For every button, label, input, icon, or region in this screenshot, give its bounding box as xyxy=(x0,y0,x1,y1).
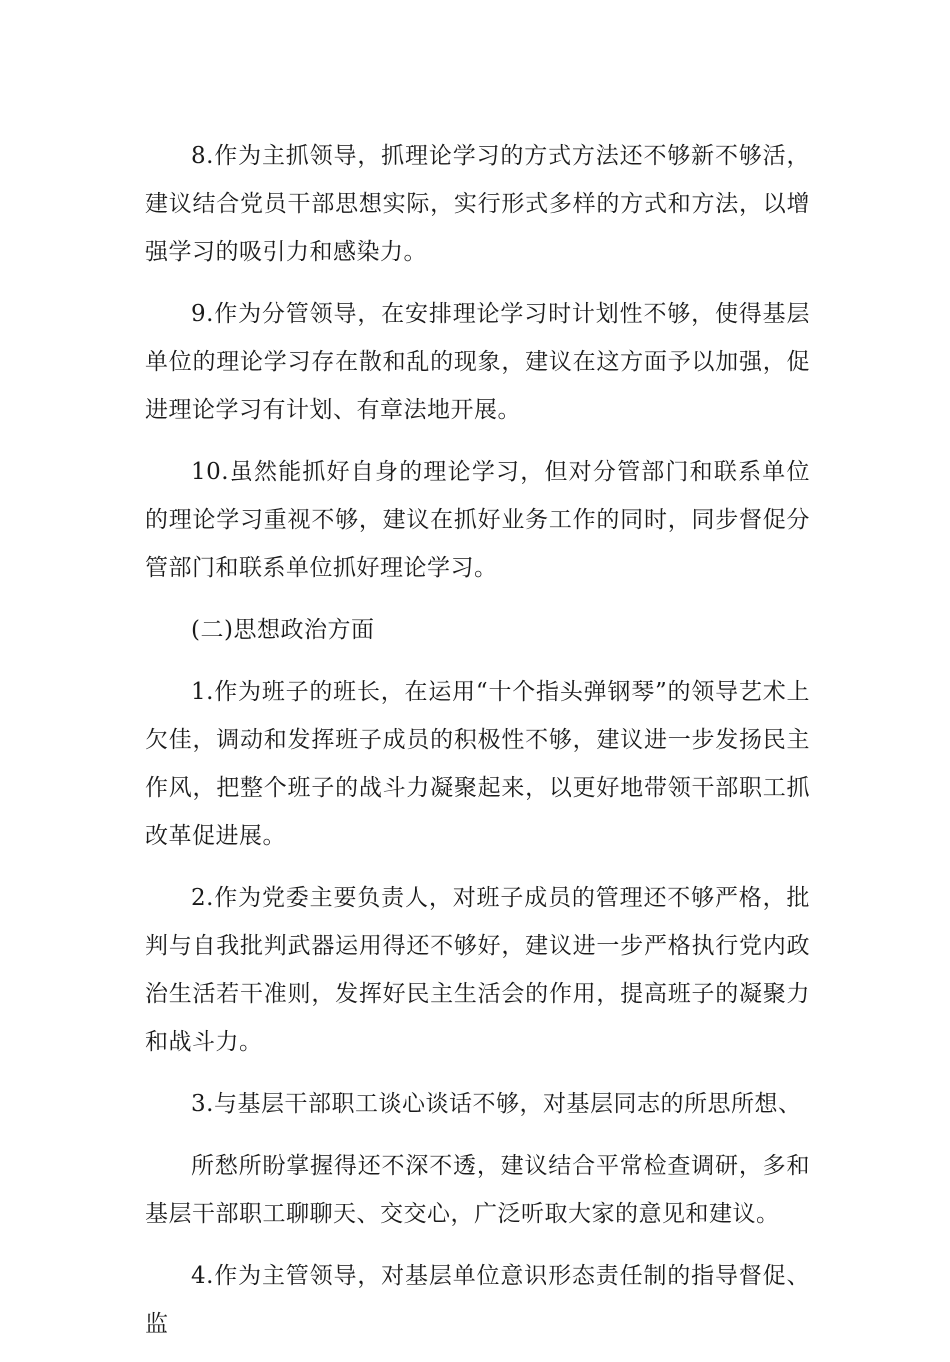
paragraph-item-3-continued: 所愁所盼掌握得还不深不透，建议结合平常检查调研，多和基层干部职工聊聊天、交交心，广泛听取大家的意见和建议。 xyxy=(145,1153,810,1227)
section-heading: (二)思想政治方面 xyxy=(191,617,375,643)
paragraph-item-8: 8.作为主抓领导，抓理论学习的方式方法还不够新不够活，建议结合党员干部思想实际，实行形式多样的方式和方法，以增强学习的吸引力和感染力。 xyxy=(145,143,810,265)
paragraph-item-3-start: 3.与基层干部职工谈心谈话不够，对基层同志的所思所想、 xyxy=(191,1091,802,1117)
paragraph-item-9: 9.作为分管领导，在安排理论学习时计划性不够，使得基层单位的理论学习存在散和乱的现象，建议在这方面予以加强，促进理论学习有计划、有章法地开展。 xyxy=(145,301,810,423)
paragraph-item-2: 2.作为党委主要负责人，对班子成员的管理还不够严格，批判与自我批判武器运用得还不够好，建议进一步严格执行党内政治生活若干准则，发挥好民主生活会的作用，提高班子的凝聚力和战斗力。 xyxy=(145,885,810,1055)
paragraph-item-1: 1.作为班子的班长，在运用“十个指头弹钢琴”的领导艺术上欠佳，调动和发挥班子成员的积极性不够，建议进一步发扬民主作风，把整个班子的战斗力凝聚起来，以更好地带领干部职工抓改革促进展。 xyxy=(145,679,810,849)
paragraph-item-4: 4.作为主管领导，对基层单位意识形态责任制的指导督促、监 xyxy=(145,1263,810,1337)
document-body xyxy=(145,132,810,1362)
paragraph-item-10: 10.虽然能抓好自身的理论学习，但对分管部门和联系单位的理论学习重视不够，建议在抓好业务工作的同时，同步督促分管部门和联系单位抓好理论学习。 xyxy=(145,459,810,581)
